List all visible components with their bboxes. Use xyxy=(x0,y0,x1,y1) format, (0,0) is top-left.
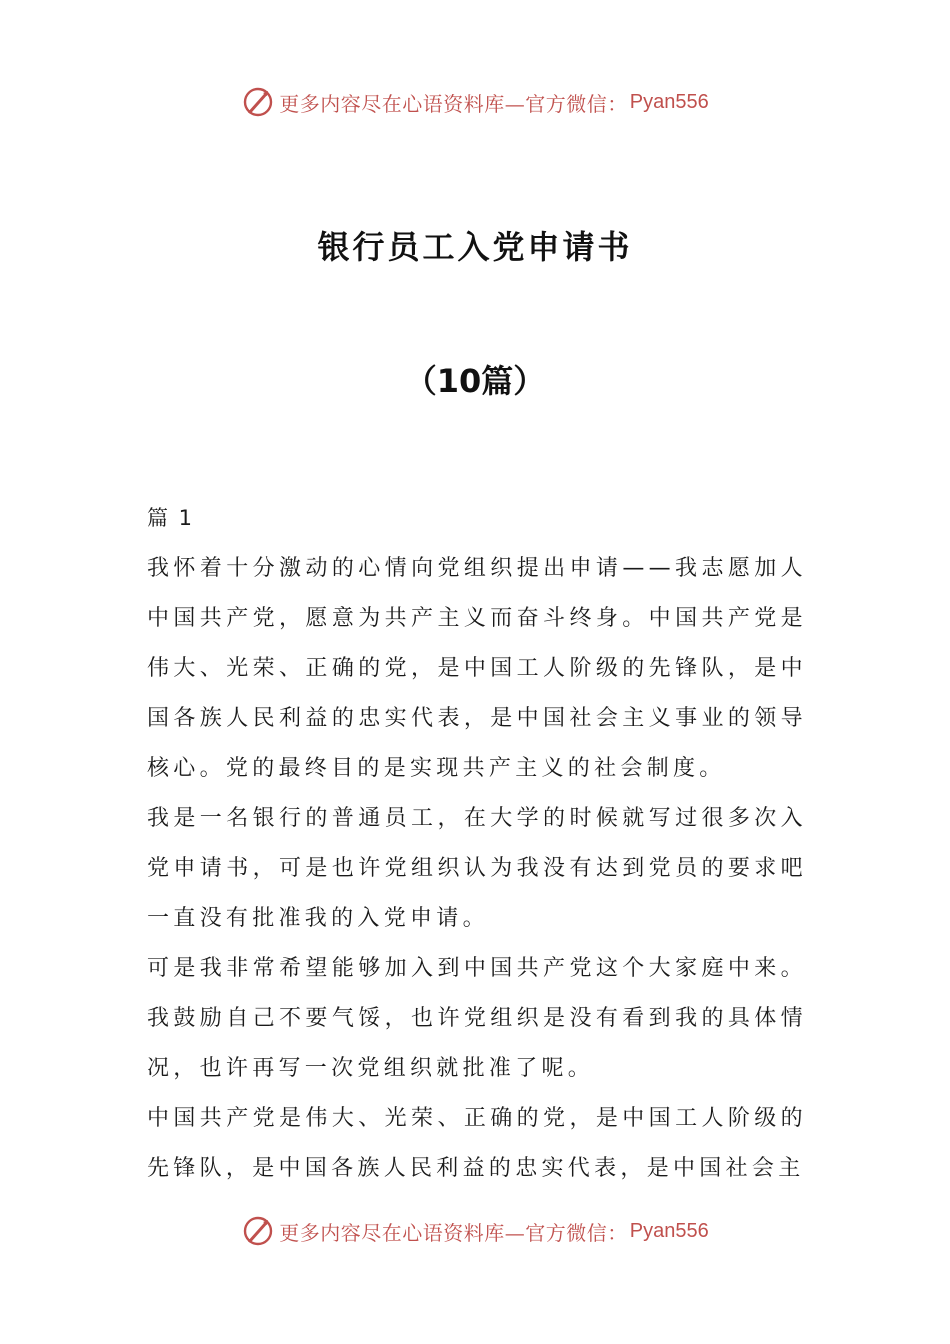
banner-text: 更多内容尽在心语资料库—官方微信： xyxy=(279,91,628,116)
header-banner xyxy=(0,82,950,122)
document-title: 银行员工入党申请书 xyxy=(317,228,633,266)
paragraph: 可是我非常希望能够加入到中国共产党这个大家庭中来。我鼓励自己不要气馁，也许党组织是没有看到我的具体情况，也许再写一次党组织就批准了呢。 xyxy=(147,956,807,1081)
banner-wechat-id: Pyan556 xyxy=(629,90,709,113)
body-text xyxy=(147,544,807,1194)
paragraph: 我怀着十分激动的心情向党组织提出申请——我志愿加人中国共产党，愿意为共产主义而奋斗终身。中国共产党是伟大、光荣、正确的党，是中国工人阶级的先锋队，是中国各族人民利益的忠实代表，是中国社会主义事业的领导核心。党的最终目的是实现共产主义的社会制度。 xyxy=(147,556,807,781)
document-subtitle: （10篇） xyxy=(404,362,546,400)
banner-text: 更多内容尽在心语资料库—官方微信： xyxy=(279,1220,628,1245)
section-label: 篇 1 xyxy=(147,506,195,530)
paragraph: 我是一名银行的普通员工，在大学的时候就写过很多次入党申请书，可是也许党组织认为我没有达到党员的要求吧一直没有批准我的入党申请。 xyxy=(147,806,807,931)
pen-logo-icon xyxy=(241,85,275,119)
banner-wechat-id: Pyan556 xyxy=(629,1219,709,1242)
footer-banner xyxy=(0,1211,950,1251)
pen-logo-icon xyxy=(241,1214,275,1248)
paragraph: 中国共产党是伟大、光荣、正确的党，是中国工人阶级的先锋队，是中国各族人民利益的忠实代表，是中国社会主 xyxy=(147,1106,807,1181)
